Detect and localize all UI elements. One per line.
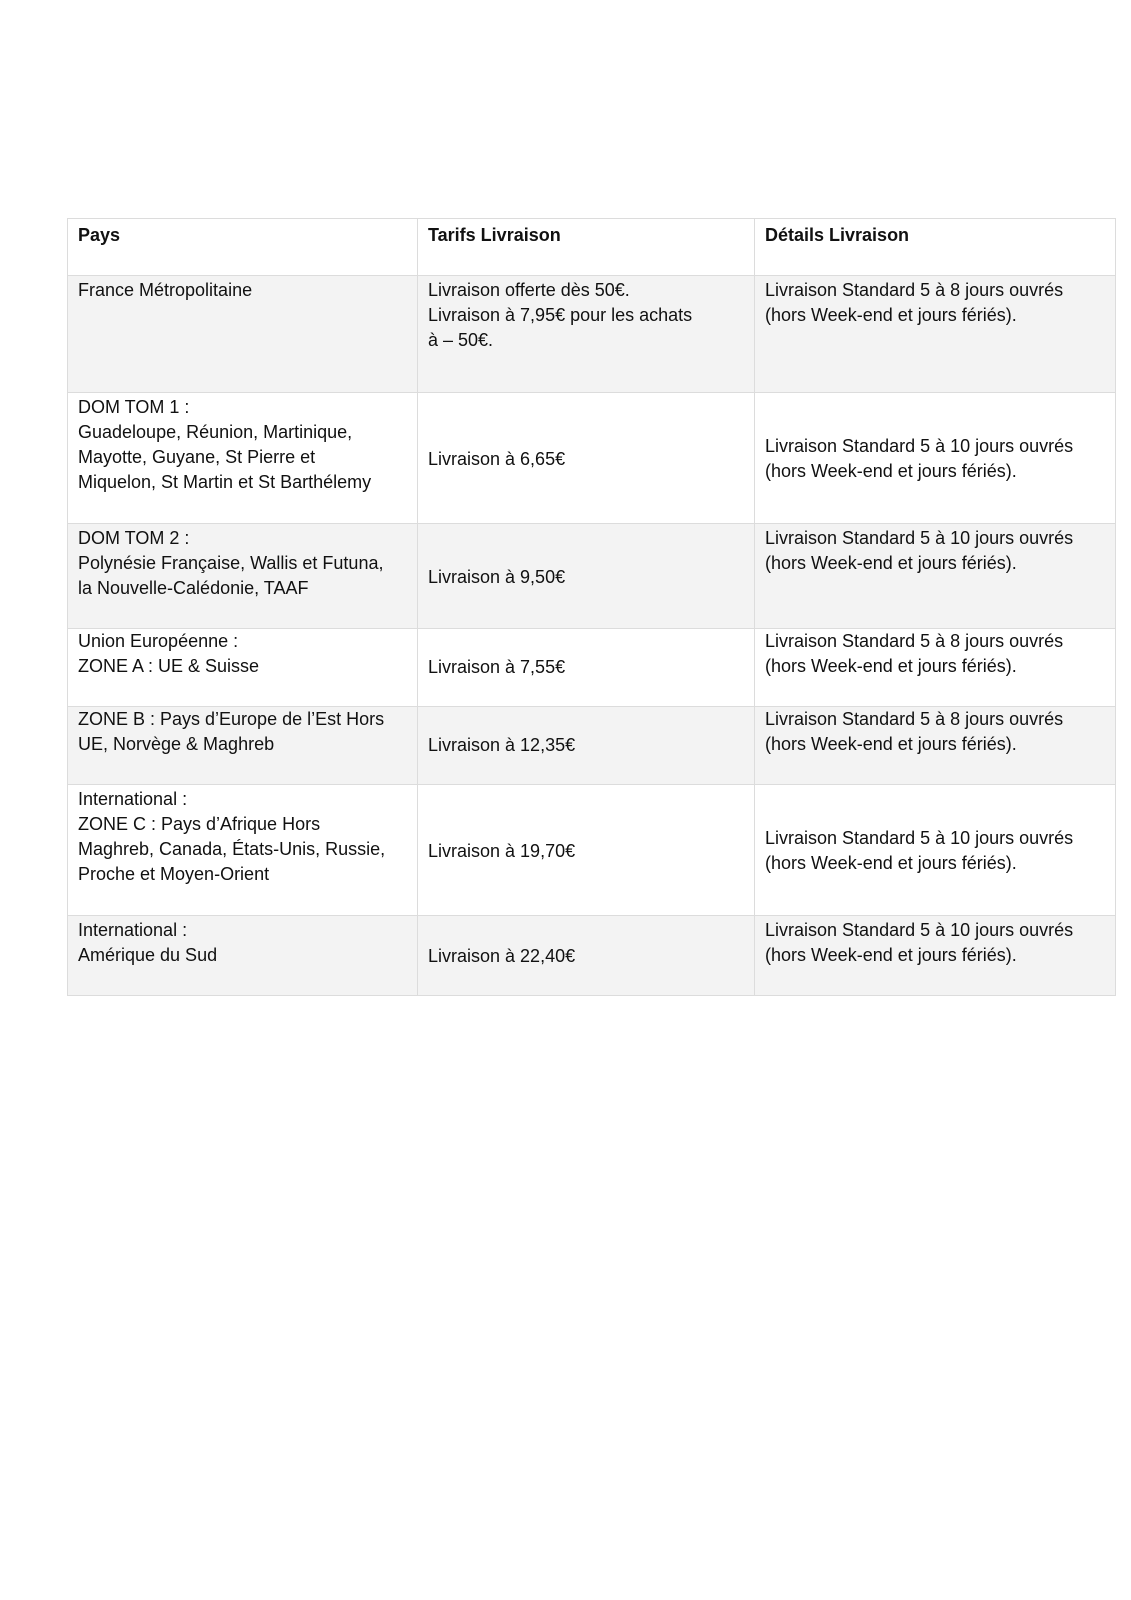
cell-tarif <box>418 916 755 996</box>
details-line: (hors Week-end et jours fériés). <box>765 853 1017 873</box>
pays-line: Union Européenne : <box>78 631 239 651</box>
pays-line: DOM TOM 1 : <box>78 397 190 417</box>
details-line: Livraison Standard 5 à 10 jours ouvrés <box>765 920 1074 940</box>
details-line: Livraison Standard 5 à 10 jours ouvrés <box>765 528 1074 548</box>
cell-pays <box>68 785 418 916</box>
details-line: Livraison Standard 5 à 8 jours ouvrés <box>765 280 1064 300</box>
table-header-row <box>68 219 1116 276</box>
table-row <box>68 524 1116 629</box>
header-details: Détails Livraison <box>755 219 1116 276</box>
pays-line: Guadeloupe, Réunion, Martinique, <box>78 422 353 442</box>
pays-line: la Nouvelle-Calédonie, TAAF <box>78 578 309 598</box>
pays-line: UE, Norvège & Maghreb <box>78 734 275 754</box>
cell-tarif <box>418 276 755 393</box>
pays-line: France Métropolitaine <box>78 280 253 300</box>
cell-details <box>755 393 1116 524</box>
cell-tarif <box>418 629 755 707</box>
cell-pays <box>68 916 418 996</box>
cell-tarif <box>418 524 755 629</box>
tarif-line: Livraison à 7,95€ pour les achats <box>428 305 693 325</box>
cell-details <box>755 629 1116 707</box>
cell-tarif <box>418 707 755 785</box>
table-row <box>68 629 1116 707</box>
cell-pays <box>68 629 418 707</box>
table-row <box>68 393 1116 524</box>
tarif-line: Livraison à 6,65€ <box>428 448 566 469</box>
cell-details <box>755 276 1116 393</box>
table-row <box>68 916 1116 996</box>
tarif-line: Livraison à 7,55€ <box>428 657 566 677</box>
header-pays: Pays <box>68 219 418 276</box>
tarif-line: Livraison à 19,70€ <box>428 840 576 861</box>
pays-line: DOM TOM 2 : <box>78 528 190 548</box>
shipping-rates-table <box>67 218 1116 996</box>
details-line: (hors Week-end et jours fériés). <box>765 945 1017 965</box>
details-line: Livraison Standard 5 à 10 jours ouvrés <box>765 436 1074 456</box>
pays-line: ZONE C : Pays d’Afrique Hors <box>78 814 321 834</box>
tarif-line: Livraison offerte dès 50€. <box>428 280 630 300</box>
details-line: Livraison Standard 5 à 8 jours ouvrés <box>765 709 1064 729</box>
table-row <box>68 707 1116 785</box>
tarif-line: Livraison à 9,50€ <box>428 566 566 587</box>
pays-line: International : <box>78 789 188 809</box>
details-line: (hors Week-end et jours fériés). <box>765 734 1017 754</box>
cell-tarif <box>418 785 755 916</box>
tarif-line: Livraison à 12,35€ <box>428 735 576 755</box>
tarif-line: Livraison à 22,40€ <box>428 946 576 966</box>
cell-details <box>755 916 1116 996</box>
cell-pays <box>68 393 418 524</box>
pays-line: ZONE B : Pays d’Europe de l’Est Hors <box>78 709 385 729</box>
details-line: Livraison Standard 5 à 8 jours ouvrés <box>765 631 1064 651</box>
details-line: (hors Week-end et jours fériés). <box>765 305 1017 325</box>
details-line: (hors Week-end et jours fériés). <box>765 656 1017 676</box>
details-line: (hors Week-end et jours fériés). <box>765 461 1017 481</box>
pays-line: Maghreb, Canada, États-Unis, Russie, <box>78 839 386 859</box>
cell-details <box>755 524 1116 629</box>
cell-pays <box>68 707 418 785</box>
cell-details <box>755 785 1116 916</box>
pays-line: International : <box>78 920 188 940</box>
cell-pays <box>68 276 418 393</box>
details-line: Livraison Standard 5 à 10 jours ouvrés <box>765 828 1074 848</box>
pays-line: Mayotte, Guyane, St Pierre et <box>78 447 316 467</box>
header-tarifs: Tarifs Livraison <box>418 219 755 276</box>
table-row <box>68 785 1116 916</box>
details-line: (hors Week-end et jours fériés). <box>765 553 1017 573</box>
cell-tarif <box>418 393 755 524</box>
pays-line: ZONE A : UE & Suisse <box>78 656 260 676</box>
tarif-line: à – 50€. <box>428 330 494 350</box>
cell-pays <box>68 524 418 629</box>
pays-line: Polynésie Française, Wallis et Futuna, <box>78 553 384 573</box>
pays-line: Amérique du Sud <box>78 945 218 965</box>
pays-line: Proche et Moyen-Orient <box>78 864 270 884</box>
cell-details <box>755 707 1116 785</box>
table-row <box>68 276 1116 393</box>
pays-line: Miquelon, St Martin et St Barthélemy <box>78 472 372 492</box>
